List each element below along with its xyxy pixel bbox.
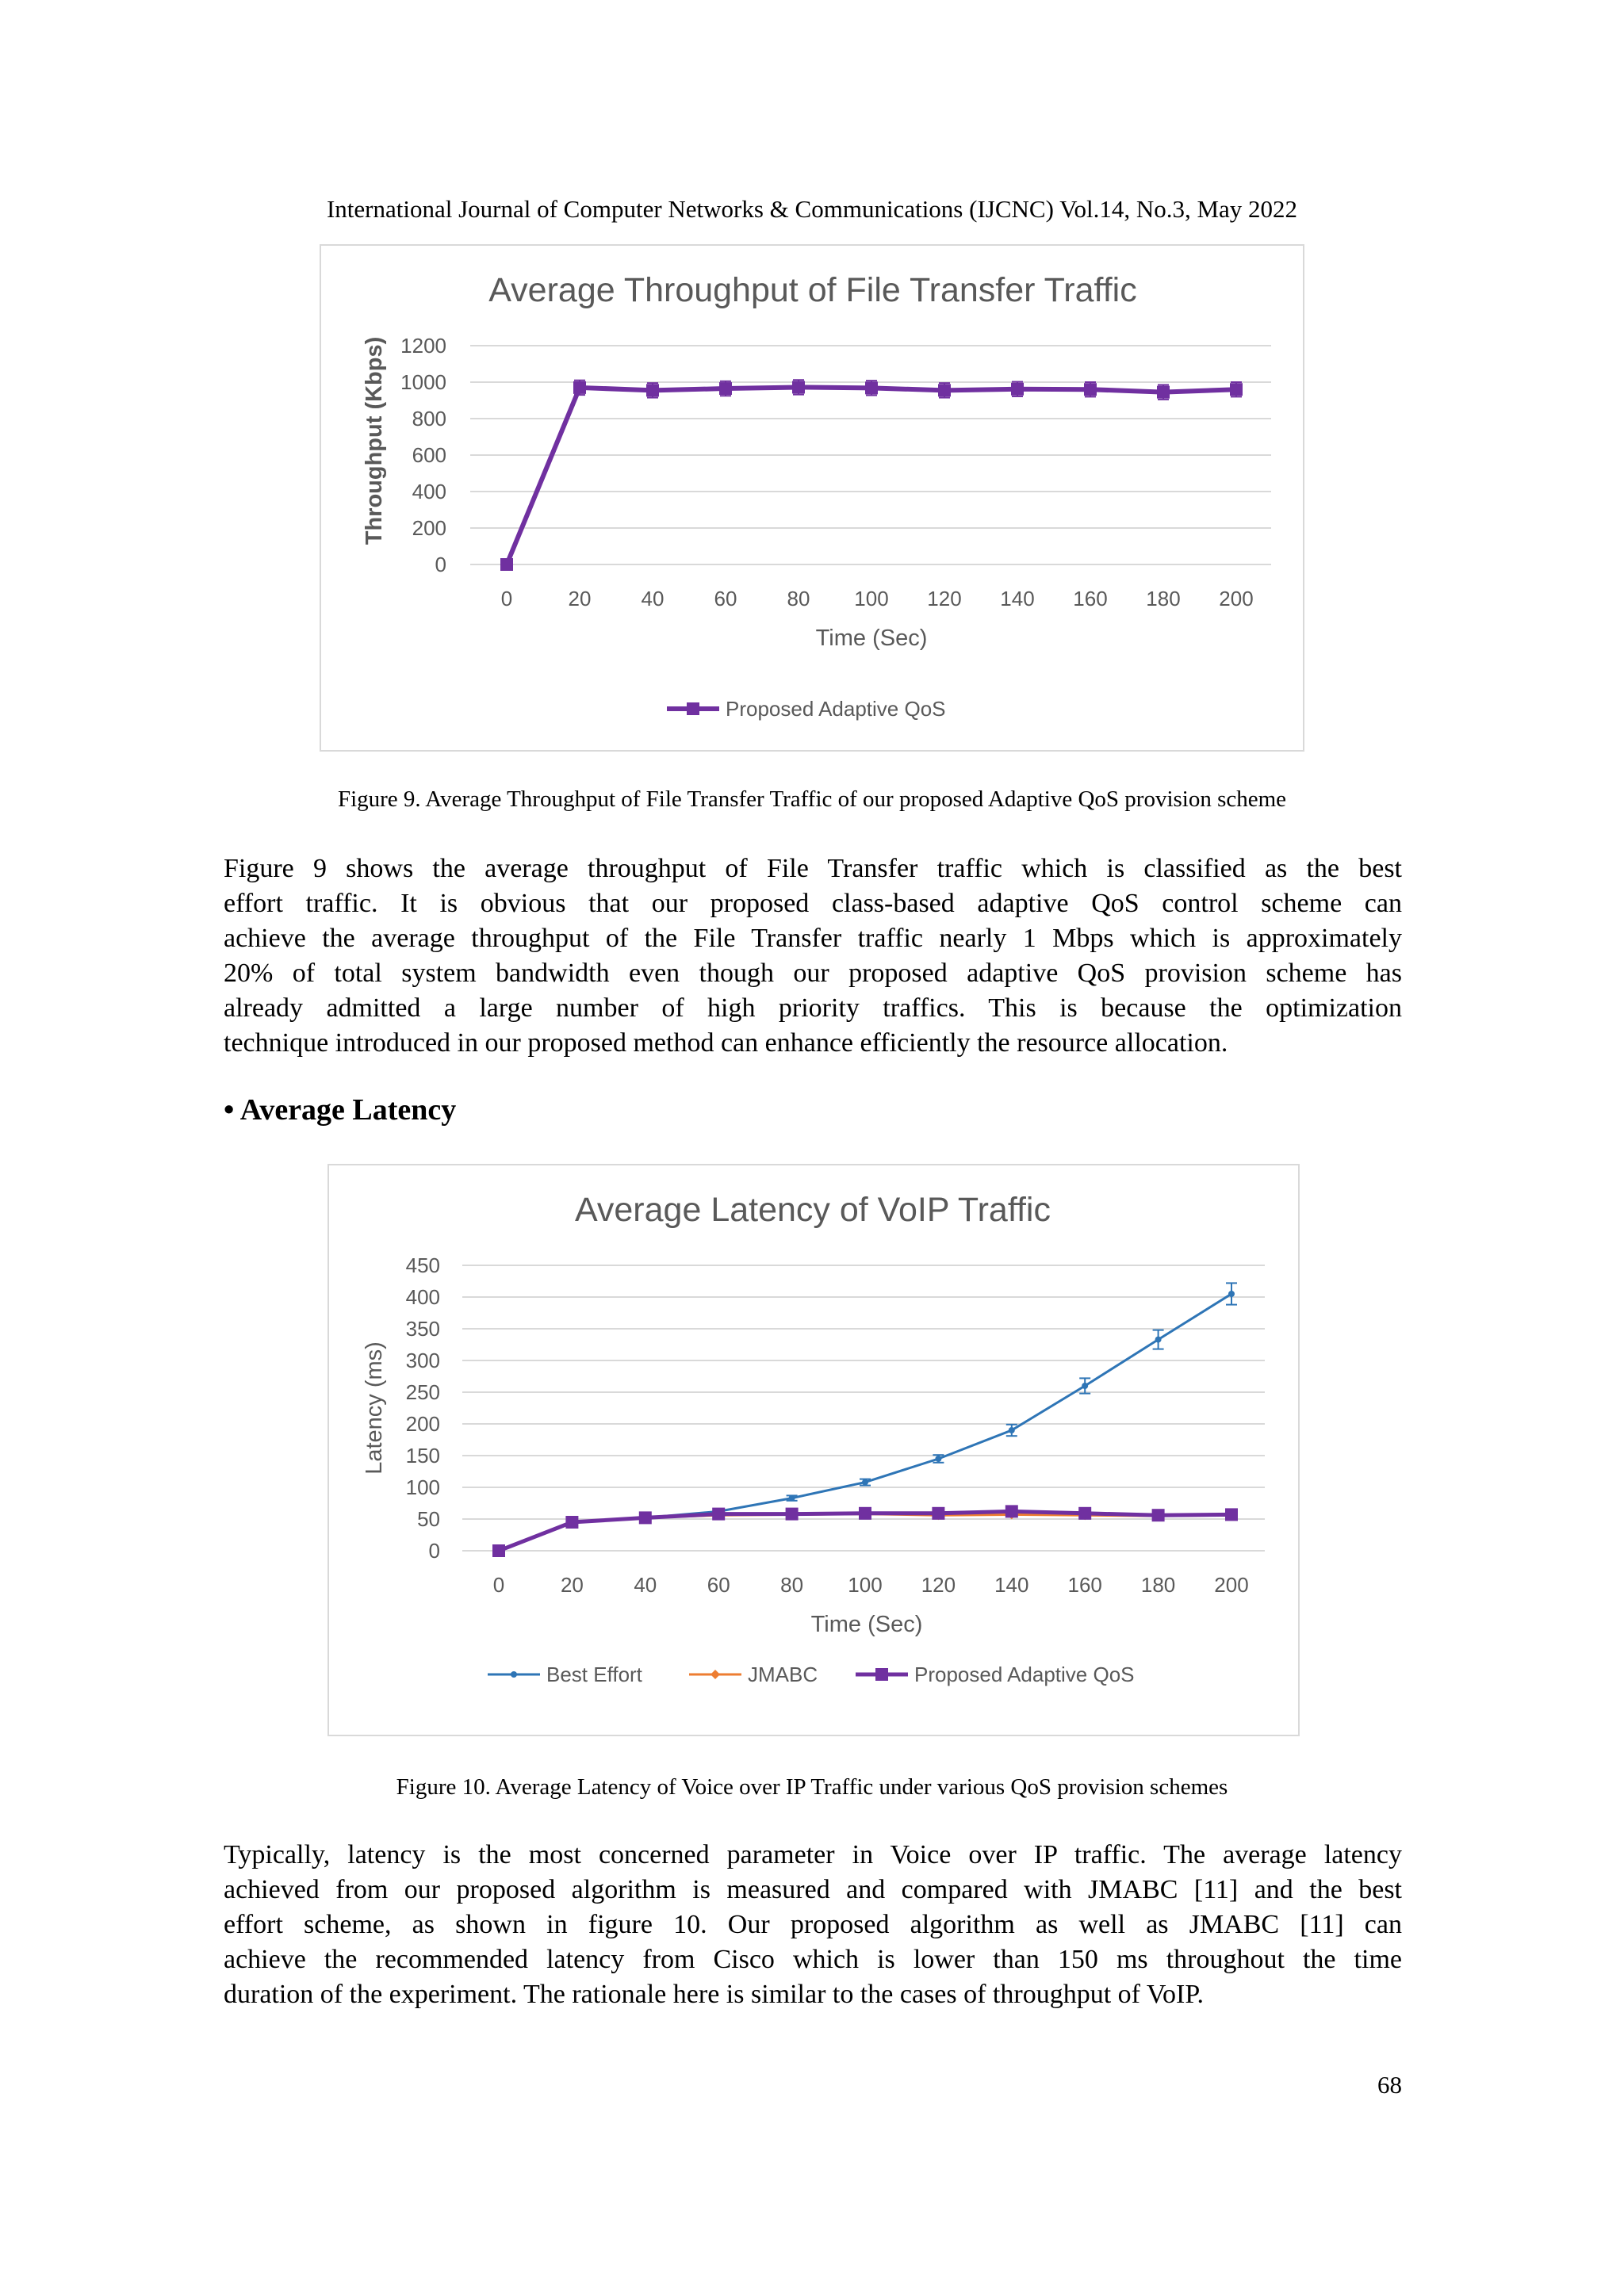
x-tick-label: 100 (848, 1573, 883, 1597)
throughput-chart-svg (321, 246, 1303, 750)
data-point (1152, 1509, 1165, 1521)
running-header: International Journal of Computer Networks & Communications (IJCNC) Vol.14, No.3, May 2022 (326, 195, 1298, 223)
data-point (789, 1495, 795, 1502)
x-tick-label: 140 (994, 1573, 1029, 1597)
x-tick-label: 200 (1214, 1573, 1249, 1597)
data-point (500, 558, 513, 571)
data-point (1078, 1507, 1091, 1520)
data-point (1228, 1291, 1235, 1297)
series-proposed-adaptive-qos-line (507, 387, 1236, 564)
data-point (1230, 383, 1243, 396)
x-axis-label: Time (Sec) (815, 626, 928, 651)
data-point (1005, 1505, 1018, 1517)
legend-label: JMABC (748, 1663, 818, 1686)
data-point (1155, 1337, 1162, 1343)
y-axis-label: Latency (ms) (362, 1341, 387, 1475)
legend-marker (710, 1670, 720, 1679)
data-point (935, 1456, 941, 1462)
legend-marker (875, 1668, 888, 1681)
x-tick-label: 160 (1073, 587, 1108, 610)
legend-label: Best Effort (546, 1663, 642, 1686)
paragraph-line: Typically, latency is the most concerned parameter in Voice over IP traffic. The average latency (224, 1840, 1402, 1869)
data-point (938, 384, 951, 396)
y-tick-label: 350 (405, 1317, 440, 1341)
legend-marker (511, 1671, 517, 1678)
paragraph-line: effort traffic. It is obvious that our proposed class-based adaptive QoS control scheme can (224, 889, 1402, 918)
x-tick-label: 120 (927, 587, 962, 610)
paragraph-line: technique introduced in our proposed method can enhance efficiently the resource allocation. (224, 1028, 1228, 1058)
y-tick-label: 450 (405, 1253, 440, 1277)
data-point (639, 1511, 652, 1524)
x-tick-label: 200 (1219, 587, 1254, 610)
data-point (719, 382, 732, 395)
data-point (859, 1507, 871, 1520)
x-tick-label: 80 (787, 587, 810, 610)
data-point (573, 381, 586, 394)
data-point (865, 381, 878, 394)
x-tick-label: 100 (854, 587, 889, 610)
x-tick-label: 60 (714, 587, 737, 610)
data-point (1009, 1427, 1015, 1433)
latency-chart-svg (329, 1165, 1298, 1735)
y-tick-label: 0 (435, 553, 446, 576)
data-point (792, 381, 805, 393)
paragraph-line: effort scheme, as shown in figure 10. Our proposed algorithm as well as JMABC [11] can (224, 1910, 1402, 1939)
x-tick-label: 180 (1146, 587, 1181, 610)
data-point (1225, 1508, 1238, 1521)
data-point (786, 1508, 799, 1521)
y-tick-label: 400 (412, 480, 446, 503)
data-point (565, 1516, 578, 1529)
data-point (1157, 386, 1170, 399)
x-tick-label: 20 (560, 1573, 584, 1597)
legend-label: Proposed Adaptive QoS (726, 697, 946, 721)
x-tick-label: 120 (921, 1573, 956, 1597)
data-point (862, 1479, 868, 1486)
y-tick-label: 50 (417, 1507, 440, 1531)
x-axis-label: Time (Sec) (810, 1612, 923, 1637)
legend-marker (687, 702, 699, 715)
legend-label: Proposed Adaptive QoS (914, 1663, 1135, 1686)
data-point (1082, 1383, 1088, 1389)
figure-9-chart (320, 244, 1304, 752)
y-tick-label: 0 (428, 1539, 440, 1563)
paragraph-line: duration of the experiment. The rationale here is similar to the cases of throughput of VoIP. (224, 1980, 1204, 2009)
y-tick-label: 100 (405, 1475, 440, 1499)
x-tick-label: 40 (634, 1573, 657, 1597)
paragraph-line: 20% of total system bandwidth even though our proposed adaptive QoS provision scheme has (224, 959, 1402, 988)
paragraph-line: already admitted a large number of high priority traffics. This is because the optimization (224, 993, 1402, 1023)
figure-10-chart (327, 1164, 1300, 1736)
data-point (1084, 383, 1097, 396)
section-heading-average-latency: • Average Latency (224, 1093, 457, 1127)
paragraph-line: achieved from our proposed algorithm is measured and compared with JMABC [11] and the best (224, 1875, 1402, 1904)
x-tick-label: 160 (1067, 1573, 1102, 1597)
x-tick-label: 0 (500, 587, 513, 610)
data-point (646, 384, 659, 396)
x-tick-label: 0 (492, 1573, 505, 1597)
paragraph-line: Figure 9 shows the average throughput of File Transfer traffic which is classified as the best (224, 854, 1402, 883)
x-tick-label: 80 (780, 1573, 804, 1597)
x-tick-label: 180 (1140, 1573, 1176, 1597)
x-tick-label: 60 (707, 1573, 730, 1597)
chart-title: Average Latency of VoIP Traffic (574, 1191, 1051, 1229)
paragraph-line: achieve the recommended latency from Cisco which is lower than 150 ms throughout the time (224, 1945, 1402, 1974)
y-tick-label: 600 (412, 443, 446, 467)
chart-title: Average Throughput of File Transfer Traffic (488, 271, 1137, 309)
data-point (932, 1507, 944, 1520)
y-tick-label: 150 (405, 1444, 440, 1468)
page-number: 68 (1377, 2071, 1402, 2099)
paragraph-latency-discussion (224, 1838, 1402, 2012)
y-tick-label: 1200 (400, 334, 446, 358)
y-tick-label: 800 (412, 407, 446, 430)
x-tick-label: 20 (568, 587, 592, 610)
x-tick-label: 40 (641, 587, 665, 610)
paragraph-throughput-discussion (224, 851, 1402, 1061)
figure-9-caption: Figure 9. Average Throughput of File Transfer Traffic of our proposed Adaptive QoS provision scheme (337, 786, 1287, 812)
y-tick-label: 1000 (400, 370, 446, 394)
y-tick-label: 300 (405, 1349, 440, 1372)
data-point (712, 1508, 725, 1521)
y-tick-label: 200 (405, 1412, 440, 1436)
y-axis-label: Throughput (Kbps) (362, 336, 387, 545)
y-tick-label: 200 (412, 516, 446, 540)
y-tick-label: 250 (405, 1380, 440, 1404)
data-point (1011, 383, 1024, 396)
x-tick-label: 140 (1000, 587, 1035, 610)
paragraph-line: achieve the average throughput of the File Transfer traffic nearly 1 Mbps which is approximately (224, 924, 1402, 953)
y-tick-label: 400 (405, 1285, 440, 1309)
data-point (492, 1544, 505, 1557)
figure-10-caption: Figure 10. Average Latency of Voice over IP Traffic under various QoS provision schemes (396, 1774, 1228, 1800)
